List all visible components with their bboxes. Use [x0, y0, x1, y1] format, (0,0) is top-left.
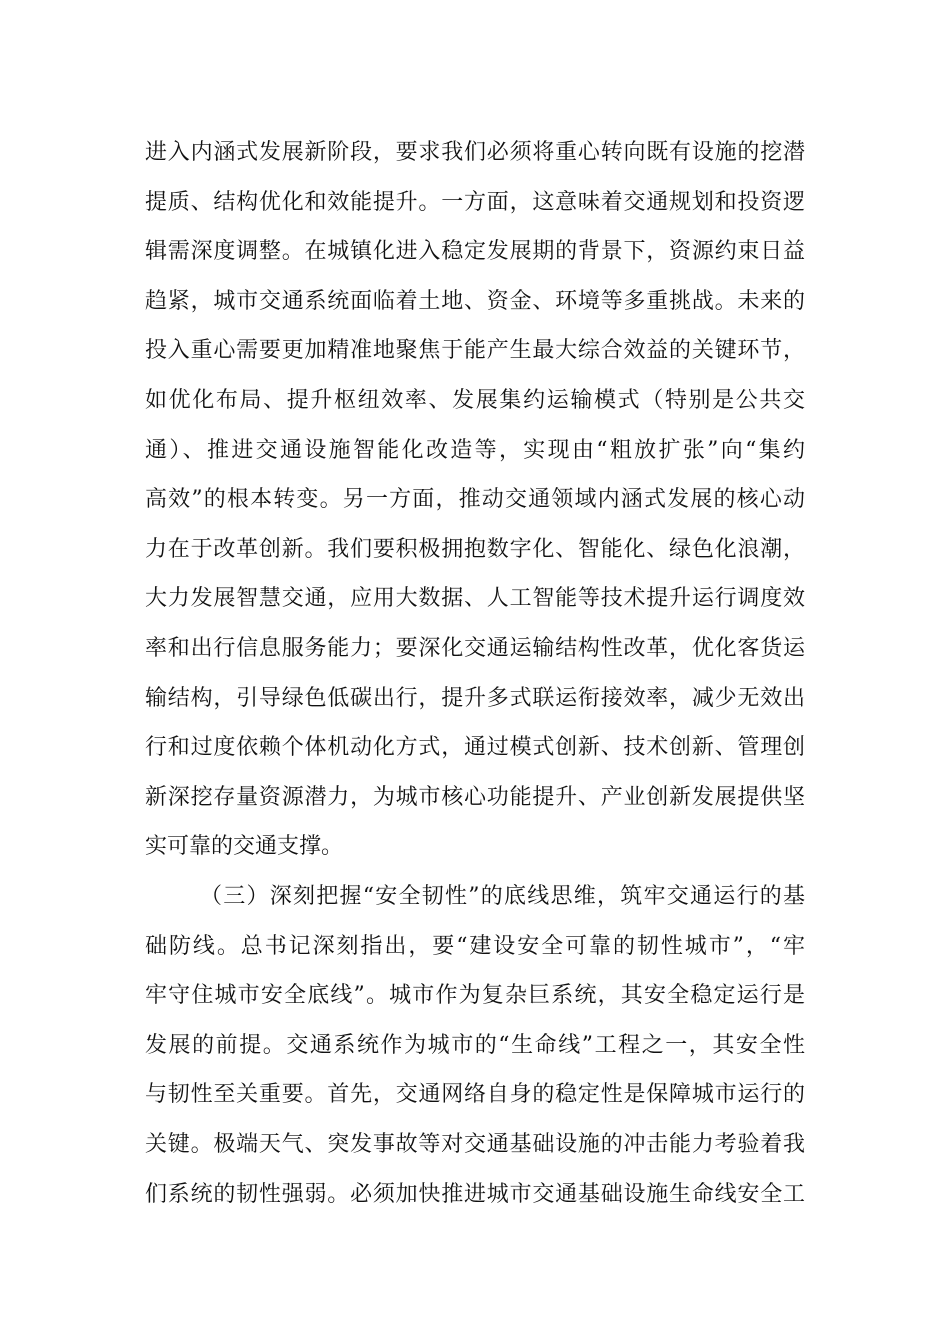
paragraph-1-line: 行和过度依赖个体机动化方式，通过模式创新、技术创新、管理创: [145, 735, 805, 761]
paragraph-1-line: 新深挖存量资源潜力，为城市核心功能提升、产业创新发展提供坚: [145, 784, 805, 810]
paragraph-1-line: 高效”的根本转变。另一方面，推动交通领域内涵式发展的核心动: [145, 487, 805, 513]
paragraph-2-line: 与韧性至关重要。首先，交通网络自身的稳定性是保障城市运行的: [145, 1082, 805, 1108]
paragraph-2-line: 关键。极端天气、突发事故等对交通基础设施的冲击能力考验着我: [145, 1131, 805, 1157]
paragraph-1-line: 辑需深度调整。在城镇化进入稳定发展期的背景下，资源约束日益: [145, 239, 805, 265]
paragraph-1-line: 投入重心需要更加精准地聚焦于能产生最大综合效益的关键环节，: [145, 338, 805, 364]
paragraph-2-line: （三）深刻把握“安全韧性”的底线思维，筑牢交通运行的基: [200, 884, 805, 909]
paragraph-2-line: 发展的前提。交通系统作为城市的“生命线”工程之一，其安全性: [145, 1032, 805, 1058]
paragraph-1-line: 通）、推进交通设施智能化改造等，实现由“粗放扩张”向“集约: [145, 437, 805, 463]
paragraph-1-line: 输结构，引导绿色低碳出行，提升多式联运衔接效率，减少无效出: [145, 685, 805, 711]
paragraph-1-line: 率和出行信息服务能力；要深化交通运输结构性改革，优化客货运: [145, 635, 805, 661]
paragraph-1: [145, 128, 805, 872]
paragraph-1-line: 实可靠的交通支撑。: [145, 834, 344, 860]
paragraph-2-line: 牢守住城市安全底线”。城市作为复杂巨系统，其安全稳定运行是: [145, 983, 805, 1009]
paragraph-1-line: 提质、结构优化和效能提升。一方面，这意味着交通规划和投资逻: [145, 189, 805, 215]
paragraph-1-line: 力在于改革创新。我们要积极拥抱数字化、智能化、绿色化浪潮，: [145, 536, 805, 562]
paragraph-1-line: 进入内涵式发展新阶段，要求我们必须将重心转向既有设施的挖潜: [145, 140, 805, 165]
paragraph-2-line: 础防线。总书记深刻指出，要“建设安全可靠的韧性城市”，“牢: [145, 933, 805, 959]
paragraph-1-line: 如优化布局、提升枢纽效率、发展集约运输模式（特别是公共交: [145, 387, 805, 413]
paragraph-2: [145, 872, 805, 1219]
paragraph-2-line: 们系统的韧性强弱。必须加快推进城市交通基础设施生命线安全工: [145, 1181, 805, 1207]
paragraph-1-line: 大力发展智慧交通，应用大数据、人工智能等技术提升运行调度效: [145, 586, 805, 612]
paragraph-1-line: 趋紧，城市交通系统面临着土地、资金、环境等多重挑战。未来的: [145, 288, 805, 314]
